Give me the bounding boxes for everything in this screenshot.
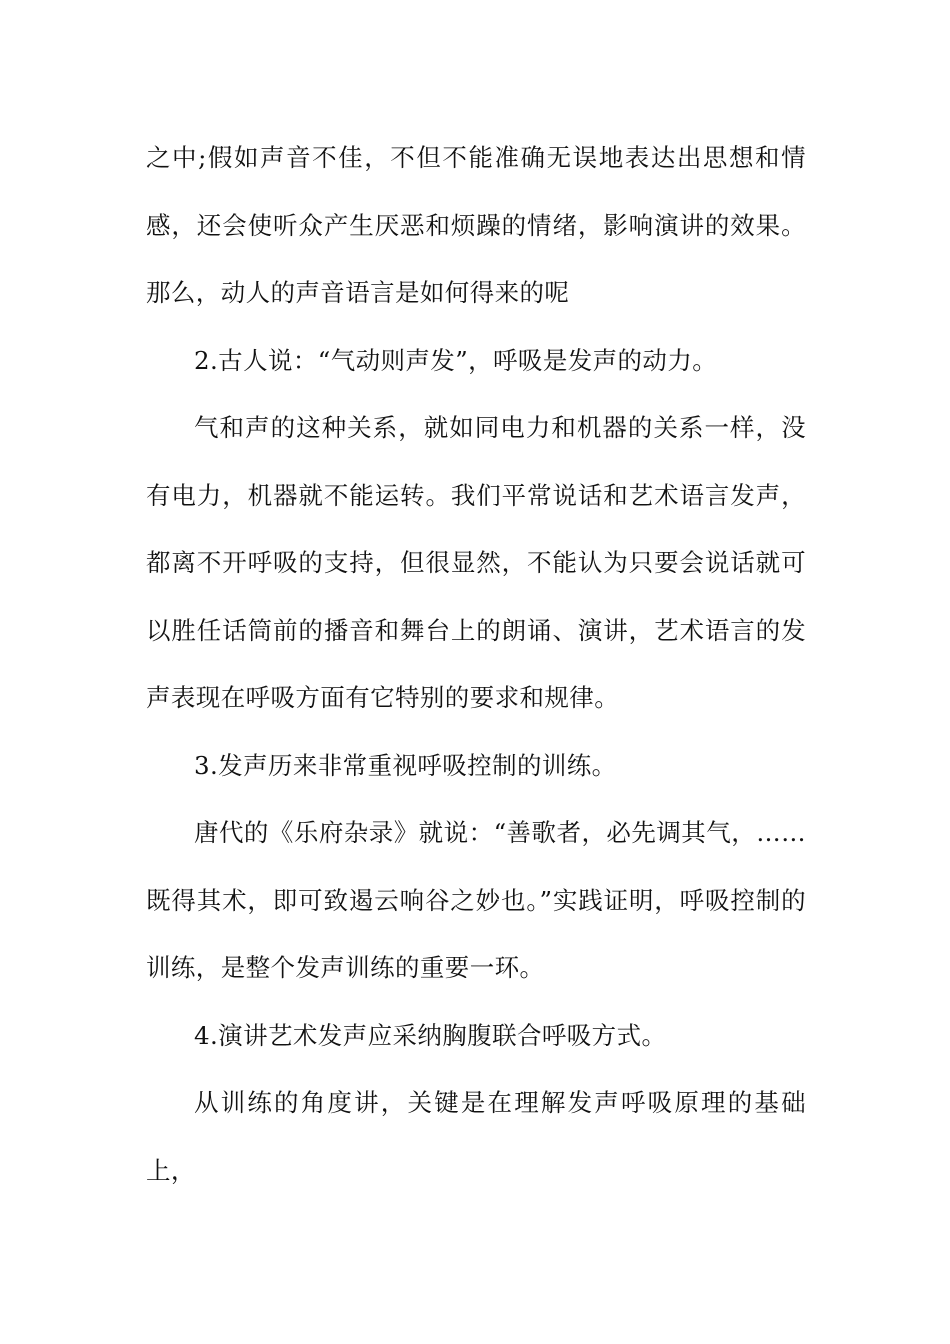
paragraph-training-angle: 从训练的角度讲，关键是在理解发声呼吸原理的基础上， [146,1088,806,1185]
paragraph-yuefu-quote: 唐代的《乐府杂录》就说：“善歌者，必先调其气，……既得其术，即可致遏云响谷之妙也。”实践证明，呼吸控制的训练，是整个发声训练的重要一环。 [146,818,806,982]
paragraph-continuation: 之中;假如声音不佳，不但不能准确无误地表达出思想和情感，还会使听众产生厌恶和烦躁的情绪，影响演讲的效果。那么，动人的声音语言是如何得来的呢 [146,143,806,307]
paragraph-breath-power: 气和声的这种关系，就如同电力和机器的关系一样，没有电力，机器就不能运转。我们平常说话和艺术语言发声，都离不开呼吸的支持，但很显然，不能认为只要会说话就可以胜任话筒前的播音和舞台上的朗诵、演讲，艺术语言的发声表现在呼吸方面有它特别的要求和规律。 [146,413,806,712]
paragraph-point-2: 2.古人说：“气动则声发”，呼吸是发声的动力。 [194,345,718,375]
paragraph-point-3: 3.发声历来非常重视呼吸控制的训练。 [194,750,617,780]
document-body [146,124,806,1204]
paragraph-point-4: 4.演讲艺术发声应采纳胸腹联合呼吸方式。 [194,1020,667,1050]
